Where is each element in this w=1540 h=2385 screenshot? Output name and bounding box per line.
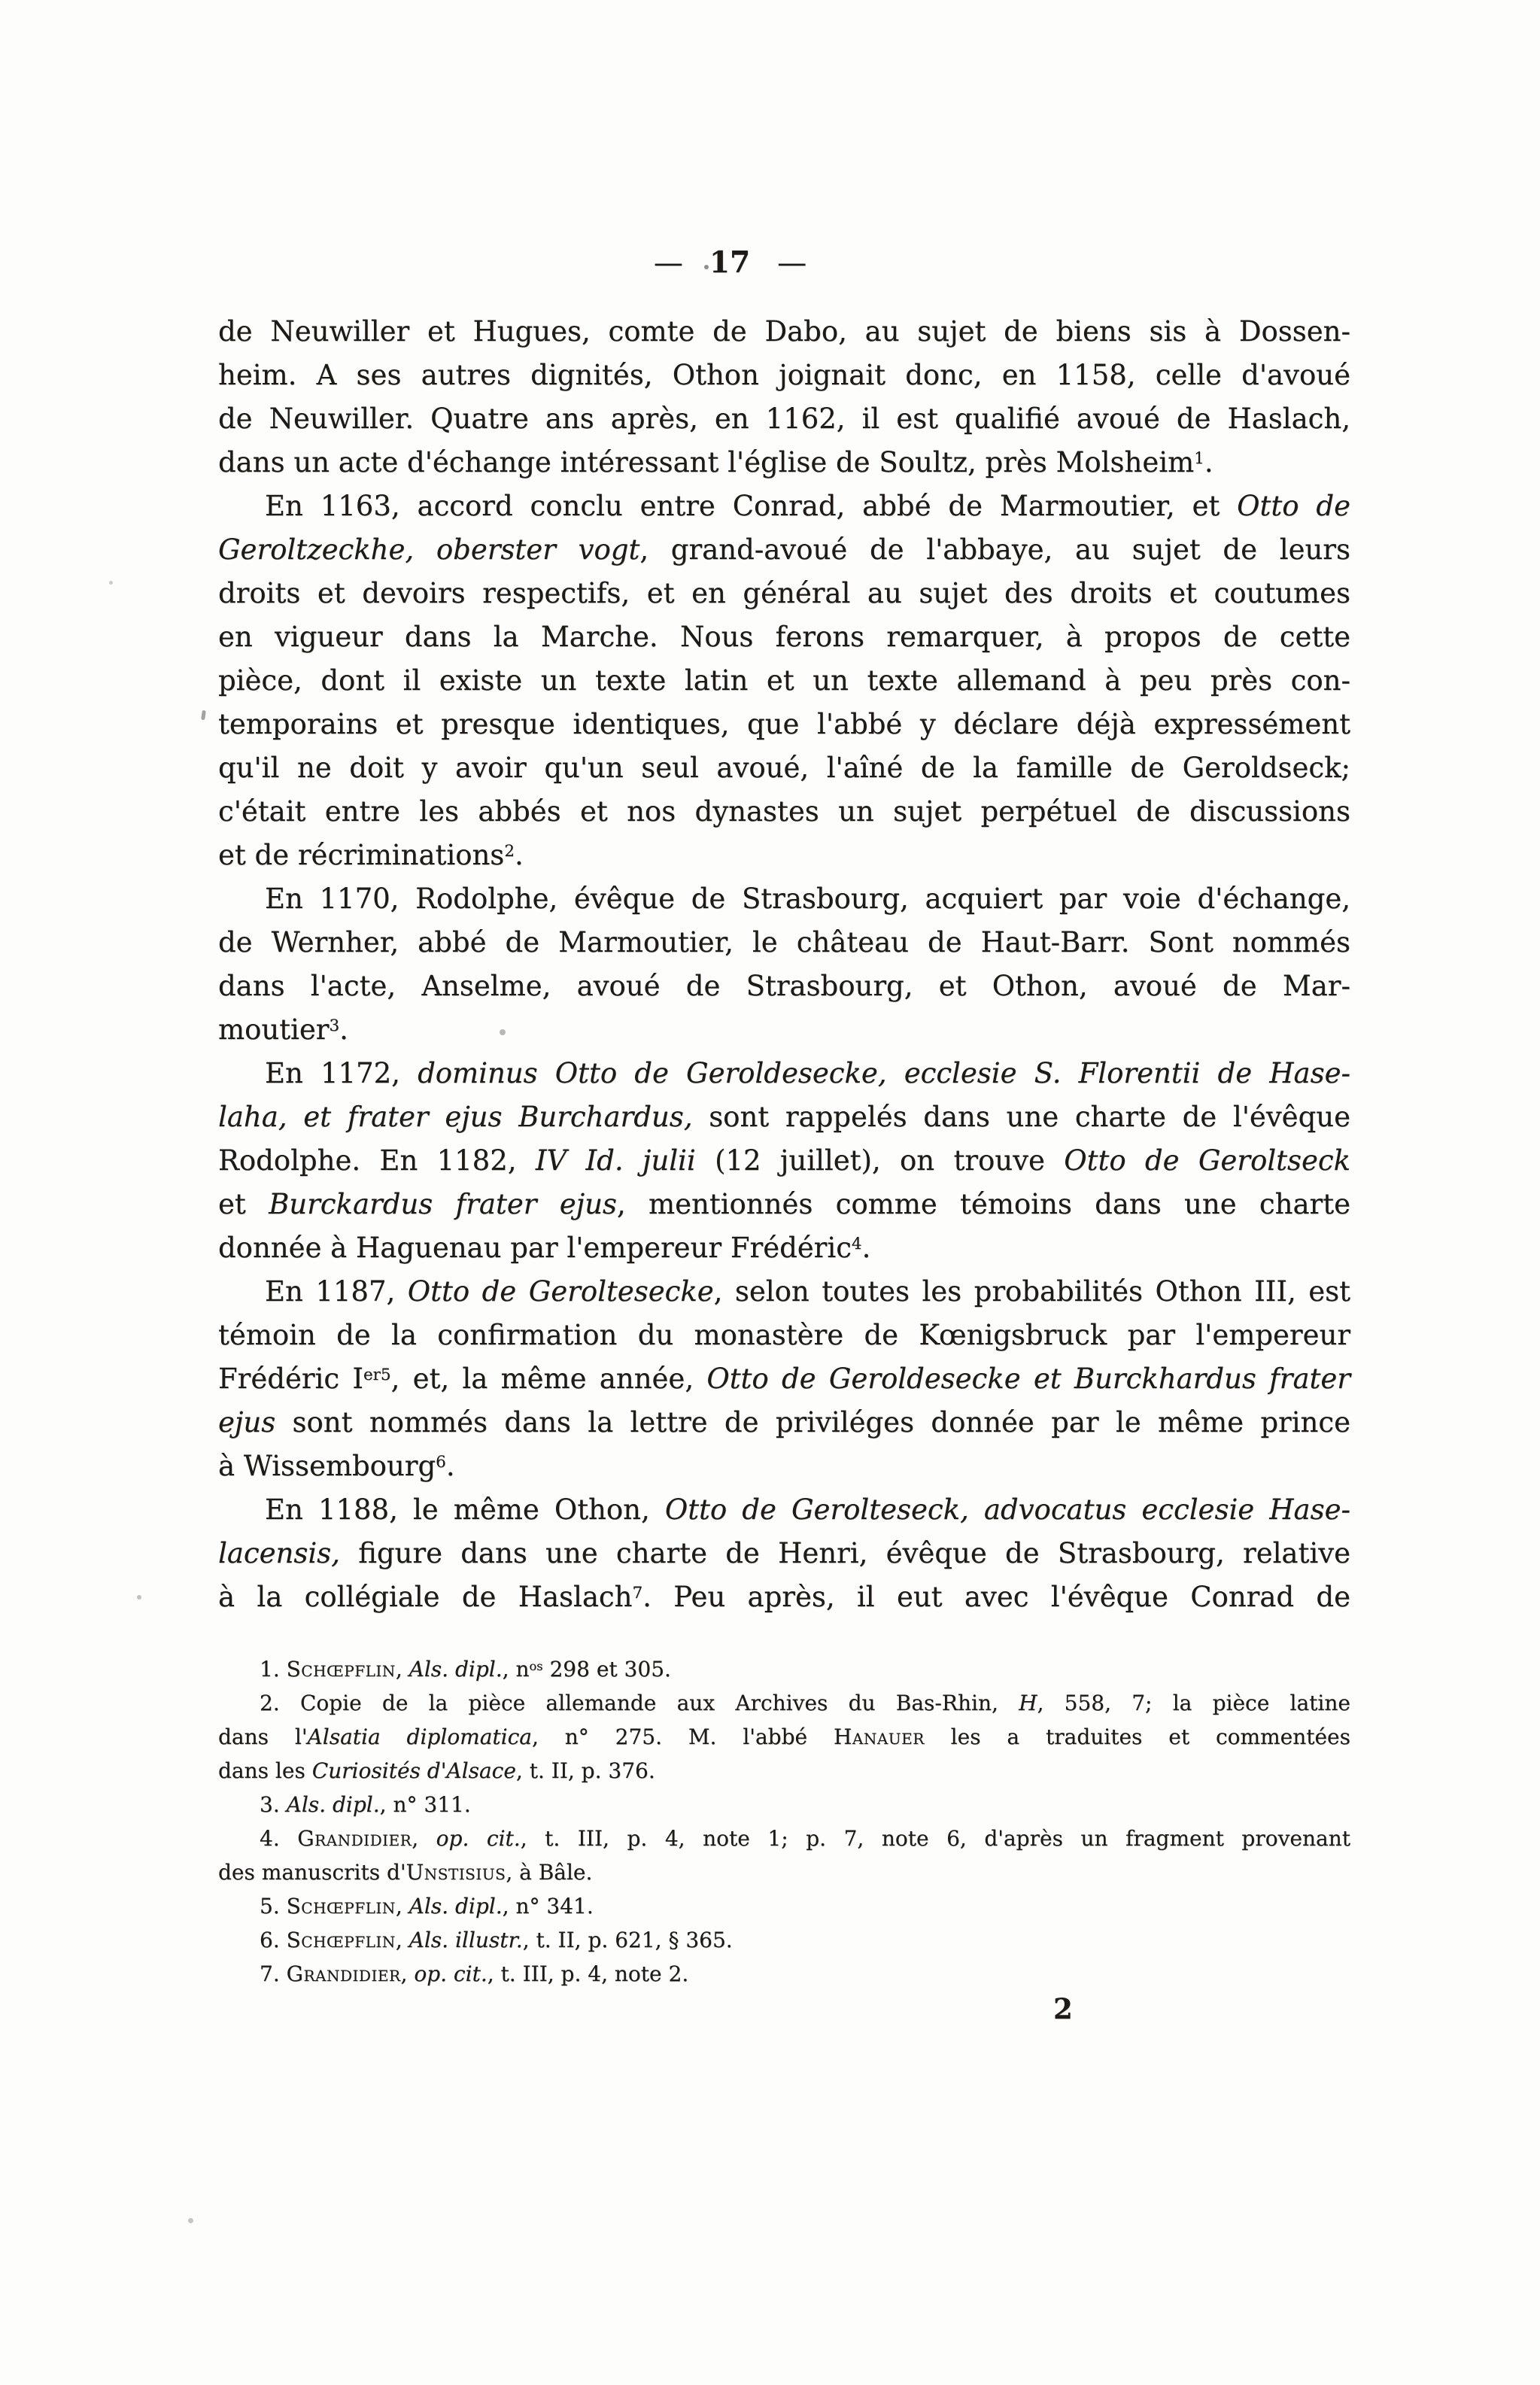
text-segment: 1 bbox=[1194, 448, 1204, 468]
text-segment: Otto de Geroltesecke bbox=[407, 1275, 714, 1308]
text-segment: , et, la même année, bbox=[390, 1363, 707, 1395]
body-line bbox=[218, 441, 1350, 485]
text-segment: Unstisius bbox=[406, 1860, 506, 1885]
text-segment: dans un acte d'échange intéressant l'église de Soultz, près Molsheim bbox=[218, 446, 1195, 479]
scan-speck bbox=[109, 581, 113, 585]
body-line bbox=[218, 965, 1350, 1008]
text-segment: à la collégiale de Haslach bbox=[218, 1581, 633, 1613]
text-segment: En 1187, bbox=[265, 1275, 408, 1308]
body-line bbox=[218, 1052, 1350, 1095]
scan-speck bbox=[201, 710, 206, 721]
text-segment: temporains et presque identiques, que l'abbé y déclare déjà expressément bbox=[218, 708, 1350, 740]
text-segment: . bbox=[861, 1232, 871, 1264]
text-segment: 3. bbox=[260, 1792, 287, 1817]
text-segment: laha, et frater ejus Burchardus, bbox=[218, 1101, 693, 1133]
signature-mark: 2 bbox=[1053, 1992, 1073, 2025]
body-line bbox=[218, 310, 1350, 354]
text-segment: 5 bbox=[380, 1365, 391, 1384]
text-segment: dans l' bbox=[218, 1724, 308, 1749]
text-segment: 4 bbox=[851, 1234, 862, 1253]
text-segment: Als. dipl. bbox=[409, 1657, 503, 1682]
footnotes bbox=[218, 1652, 1350, 1991]
page-number: 17 bbox=[709, 245, 751, 280]
body-line bbox=[218, 703, 1350, 746]
footnote-line bbox=[218, 1720, 1350, 1754]
text-segment: Otto de Geroltseck bbox=[1064, 1144, 1350, 1177]
body-line bbox=[218, 1095, 1350, 1139]
footnote-line bbox=[218, 1889, 1350, 1923]
text-segment: de Wernher, abbé de Marmoutier, le château de Haut-Barr. Sont nommés bbox=[218, 926, 1350, 959]
text-segment: des manuscrits d' bbox=[218, 1860, 406, 1885]
text-segment: Curiosités d'Alsace bbox=[311, 1758, 516, 1783]
text-segment: donnée à Haguenau par l'empereur Frédéric bbox=[218, 1232, 852, 1264]
text-segment: En 1188, le même Othon, bbox=[265, 1493, 665, 1526]
text-segment: Otto de Geroldesecke et Burckhardus frater bbox=[706, 1363, 1350, 1395]
text-segment: , t. II, p. 621, § 365. bbox=[522, 1928, 733, 1952]
body-text bbox=[218, 310, 1350, 1619]
text-segment: Otto de Gerolteseck, advocatus ecclesie Hase- bbox=[664, 1493, 1350, 1526]
scan-speck bbox=[137, 1595, 141, 1600]
body-line bbox=[218, 877, 1350, 921]
text-segment: , n° 341. bbox=[502, 1894, 594, 1919]
body-line bbox=[218, 572, 1350, 615]
text-segment: sont nommés dans la lettre de priviléges donnée par le même prince bbox=[275, 1406, 1350, 1439]
text-segment: dans l'acte, Anselme, avoué de Strasbourg, et Othon, avoué de Mar- bbox=[218, 970, 1350, 1002]
text-segment: sont rappelés dans une charte de l'évêque bbox=[692, 1101, 1350, 1133]
body-line bbox=[218, 1488, 1350, 1532]
text-segment: 7. bbox=[260, 1961, 287, 1986]
scan-speck bbox=[500, 1029, 506, 1035]
text-segment: IV Id. julii bbox=[535, 1144, 696, 1177]
body-line bbox=[218, 1008, 1350, 1052]
text-segment: lacensis, bbox=[218, 1537, 340, 1569]
body-line bbox=[218, 659, 1350, 703]
scan-speck bbox=[188, 2218, 193, 2223]
text-segment: de Neuwiller. Quatre ans après, en 1162, il est qualifié avoué de Haslach, bbox=[218, 403, 1350, 435]
footnote-line bbox=[218, 1923, 1350, 1957]
scan-speck bbox=[704, 265, 709, 269]
text-segment: . bbox=[1204, 446, 1213, 479]
text-segment: Burckardus frater ejus bbox=[269, 1188, 617, 1220]
page-header bbox=[654, 245, 806, 280]
text-segment: En 1170, Rodolphe, évêque de Strasbourg, acquiert par voie d'échange, bbox=[265, 883, 1350, 915]
text-segment: figure dans une charte de Henri, évêque de Strasbourg, relative bbox=[339, 1537, 1350, 1569]
text-segment: , t. III, p. 4, note 1; p. 7, note 6, d'après un fragment provenant bbox=[520, 1826, 1350, 1851]
text-segment: Grandidier bbox=[297, 1826, 412, 1851]
body-line bbox=[218, 834, 1350, 877]
text-segment: op. cit. bbox=[414, 1961, 488, 1986]
text-segment: , 558, 7; la pièce latine bbox=[1037, 1691, 1350, 1715]
body-line bbox=[218, 921, 1350, 965]
body-line bbox=[218, 1226, 1350, 1270]
text-segment: dominus Otto de Geroldesecke, ecclesie S. Florentii de Hase- bbox=[418, 1057, 1350, 1089]
body-line bbox=[218, 1445, 1350, 1488]
text-segment: H bbox=[1019, 1691, 1037, 1715]
text-segment: 298 et 305. bbox=[542, 1657, 671, 1682]
text-segment: 6 bbox=[436, 1452, 446, 1472]
text-segment: c'était entre les abbés et nos dynastes un sujet perpétuel de discussions bbox=[218, 795, 1350, 828]
text-segment: en vigueur dans la Marche. Nous ferons remarquer, à propos de cette bbox=[218, 621, 1350, 653]
body-line bbox=[218, 1270, 1350, 1314]
text-segment: er bbox=[363, 1365, 381, 1384]
body-line bbox=[218, 746, 1350, 790]
text-segment: . bbox=[514, 839, 524, 871]
text-segment: Als. illustr. bbox=[409, 1928, 523, 1952]
footnote-line bbox=[218, 1855, 1350, 1889]
text-segment: os bbox=[529, 1658, 543, 1673]
text-segment: 6. bbox=[260, 1928, 287, 1952]
body-line bbox=[218, 354, 1350, 397]
text-segment: Grandidier bbox=[286, 1961, 401, 1986]
text-segment: . bbox=[445, 1450, 455, 1482]
footnote-line bbox=[218, 1788, 1350, 1821]
text-segment: Schœpflin bbox=[286, 1894, 396, 1919]
text-segment: à Wissembourg bbox=[218, 1450, 436, 1482]
text-segment: , n° 275. M. l'abbé bbox=[532, 1724, 834, 1749]
text-segment: 2 bbox=[504, 841, 515, 861]
footnote-line bbox=[218, 1821, 1350, 1855]
text-segment: moutier bbox=[218, 1013, 330, 1046]
text-segment: , bbox=[395, 1657, 409, 1682]
text-segment: . bbox=[339, 1013, 348, 1046]
text-segment: , bbox=[412, 1826, 436, 1851]
text-segment: ejus bbox=[218, 1406, 276, 1439]
text-segment: , n bbox=[502, 1657, 530, 1682]
body-line bbox=[218, 615, 1350, 659]
text-segment: 2. Copie de la pièce allemande aux Archives du Bas-Rhin, bbox=[260, 1691, 1019, 1715]
text-segment: En 1163, accord conclu entre Conrad, abbé de Marmoutier, et bbox=[265, 490, 1238, 522]
body-line bbox=[218, 1183, 1350, 1226]
body-line bbox=[218, 790, 1350, 834]
text-segment: , t. III, p. 4, note 2. bbox=[487, 1961, 689, 1986]
text-segment: heim. A ses autres dignités, Othon joignait donc, en 1158, celle d'avoué bbox=[218, 359, 1350, 391]
footnote-line bbox=[218, 1686, 1350, 1720]
text-segment: , bbox=[395, 1928, 409, 1952]
text-segment: 1. bbox=[260, 1657, 287, 1682]
text-segment: Frédéric I bbox=[218, 1363, 363, 1395]
text-segment: , t. II, p. 376. bbox=[515, 1758, 655, 1783]
text-segment: Hanauer bbox=[833, 1724, 925, 1749]
text-segment: En 1172, bbox=[265, 1057, 418, 1089]
text-segment: Schœpflin bbox=[286, 1657, 396, 1682]
body-line bbox=[218, 528, 1350, 572]
text-segment: . Peu après, il eut avec l'évêque Conrad de bbox=[642, 1581, 1350, 1613]
text-segment: pièce, dont il existe un texte latin et un texte allemand à peu près con- bbox=[218, 664, 1350, 697]
body-line bbox=[218, 485, 1350, 528]
text-segment: Als. dipl. bbox=[286, 1792, 380, 1817]
text-segment: op. cit. bbox=[436, 1826, 521, 1851]
footnote-line bbox=[218, 1957, 1350, 1991]
text-segment: 7 bbox=[632, 1583, 643, 1603]
footnote-line bbox=[218, 1754, 1350, 1788]
text-segment: Schœpflin bbox=[286, 1928, 396, 1952]
text-segment: qu'il ne doit y avoir qu'un seul avoué, l'aîné de la famille de Geroldseck; bbox=[218, 752, 1350, 784]
text-segment: (12 juillet), on trouve bbox=[695, 1144, 1065, 1177]
body-line bbox=[218, 1401, 1350, 1445]
body-line bbox=[218, 1532, 1350, 1575]
text-segment: , bbox=[395, 1894, 409, 1919]
text-segment: Rodolphe. En 1182, bbox=[218, 1144, 536, 1177]
body-line bbox=[218, 397, 1350, 441]
body-line bbox=[218, 1357, 1350, 1401]
body-line bbox=[218, 1575, 1350, 1619]
header-dash-left: — bbox=[653, 246, 682, 280]
header-dash-right: — bbox=[777, 246, 806, 280]
text-segment: 5. bbox=[260, 1894, 287, 1919]
text-segment: , grand-avoué de l'abbaye, au sujet de leurs bbox=[639, 533, 1350, 566]
text-segment: et bbox=[218, 1188, 269, 1220]
text-segment: 4. bbox=[260, 1826, 298, 1851]
text-segment: dans les bbox=[218, 1758, 312, 1783]
text-segment: , mentionnés comme témoins dans une charte bbox=[616, 1188, 1350, 1220]
body-line bbox=[218, 1314, 1350, 1357]
text-segment: témoin de la confirmation du monastère de Kœnigsbruck par l'empereur bbox=[218, 1319, 1350, 1351]
text-segment: les a traduites et commentées bbox=[924, 1724, 1350, 1749]
text-segment: , bbox=[400, 1961, 415, 1986]
text-segment: et de récriminations bbox=[218, 839, 505, 871]
footnote-line bbox=[218, 1652, 1350, 1686]
text-segment: Otto de bbox=[1237, 490, 1350, 522]
text-segment: 3 bbox=[329, 1016, 340, 1035]
body-line bbox=[218, 1139, 1350, 1183]
text-segment: de Neuwiller et Hugues, comte de Dabo, au sujet de biens sis à Dossen- bbox=[218, 315, 1350, 348]
text-segment: Alsatia diplomatica bbox=[307, 1724, 532, 1749]
text-segment: , n° 311. bbox=[379, 1792, 471, 1817]
text-segment: , selon toutes les probabilités Othon III, est bbox=[713, 1275, 1350, 1308]
text-segment: , à Bâle. bbox=[506, 1860, 593, 1885]
text-segment: droits et devoirs respectifs, et en général au sujet des droits et coutumes bbox=[218, 577, 1350, 609]
text-segment: Als. dipl. bbox=[409, 1894, 503, 1919]
text-segment: Geroltzeckhe, oberster vogt bbox=[218, 533, 640, 566]
